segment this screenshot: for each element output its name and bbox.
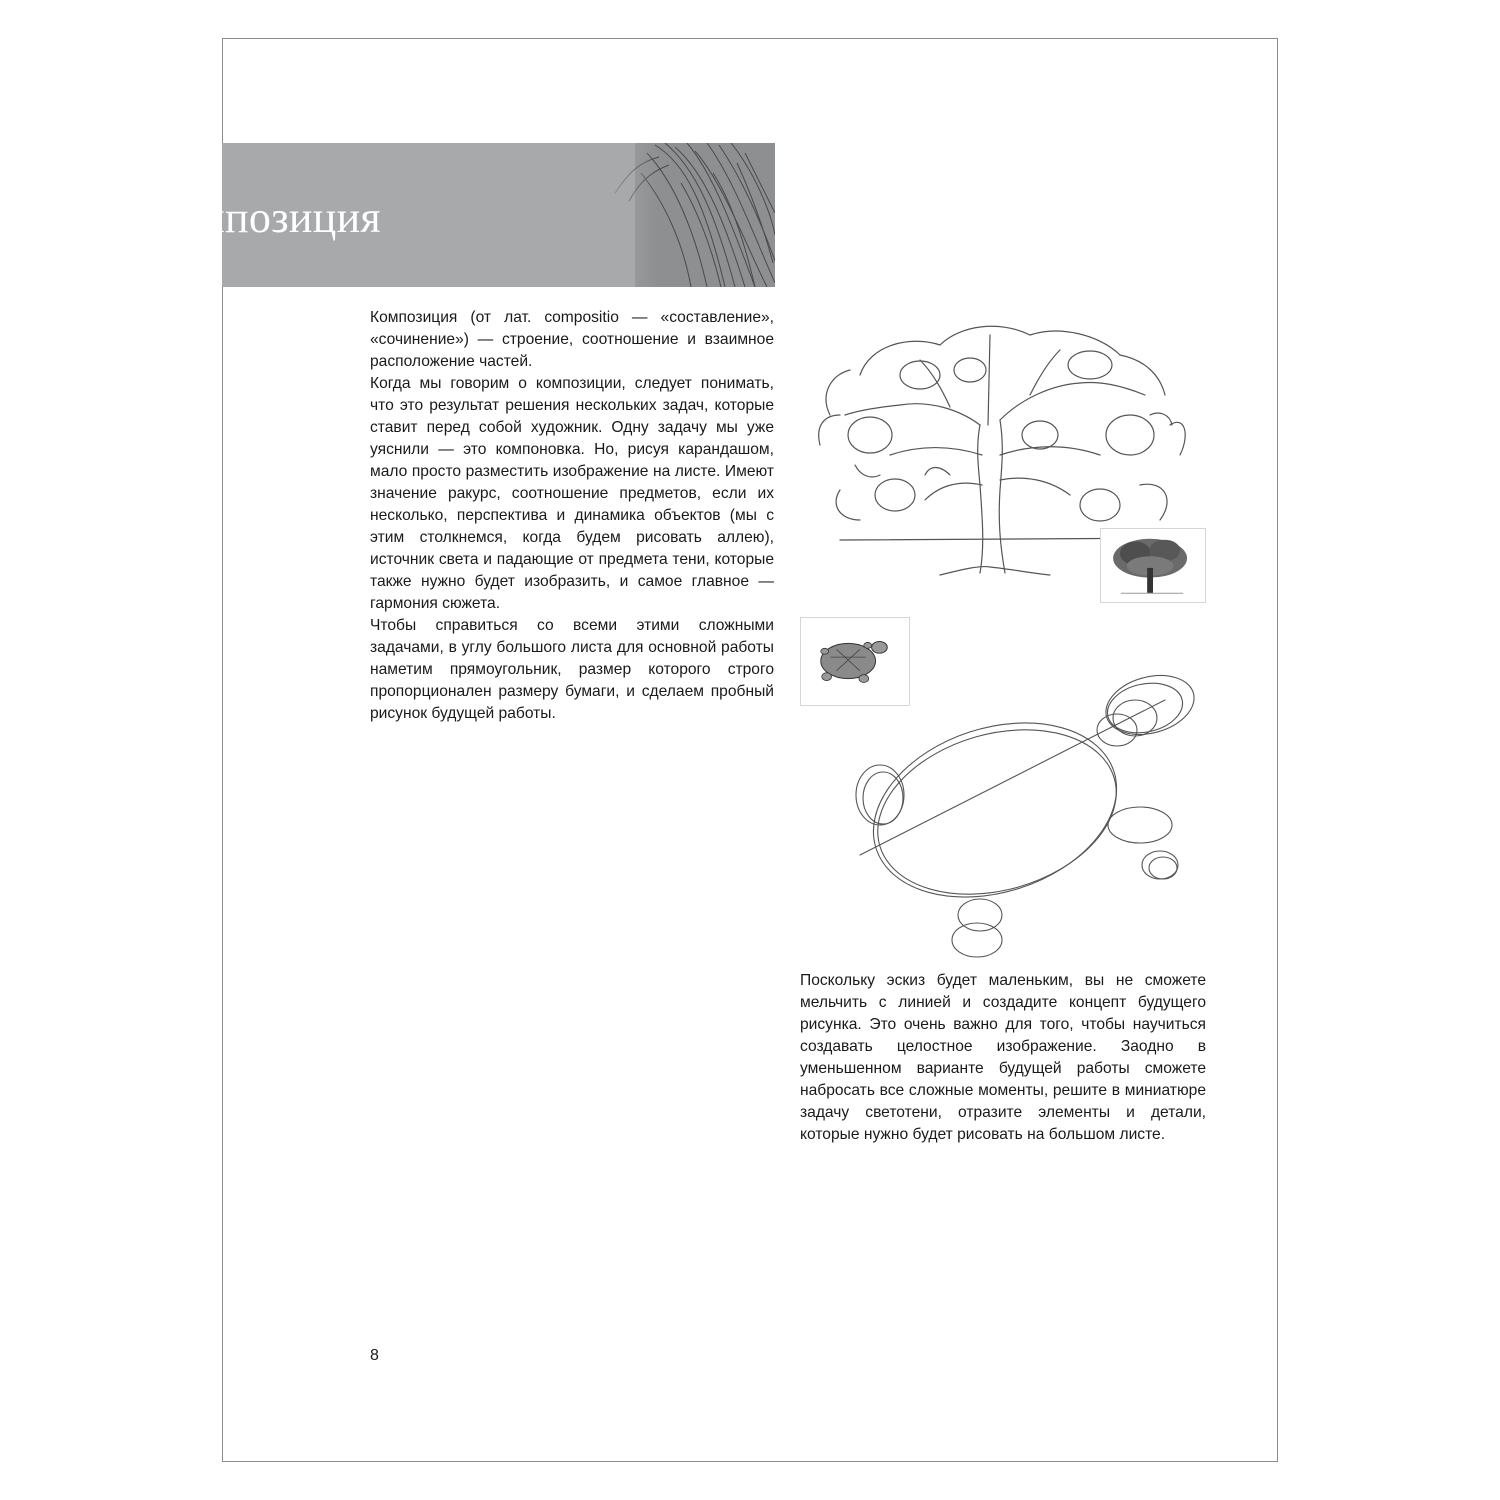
paragraph: Поскольку эскиз будет маленьким, вы не сможете мельчить с линией и создадите концепт будущего рисунка. Это очень важно для того, чтобы научиться создавать целостное изображение. Заодно в уменьшенном варианте будущей работы сможете набросать все сложные моменты, решите в миниатюре задачу светотени, отразите элементы и детали, которые нужно будет рисовать на большом листе. [800,972,1206,1143]
tree-thumbnail-image [1101,529,1205,602]
grass-sketch-icon [595,143,775,287]
right-text-column [800,970,1206,1146]
turtle-construction-sketch [845,660,1235,960]
left-text-column [370,307,774,725]
page-number: 8 [370,1347,379,1364]
tree-thumbnail [1100,528,1206,603]
paragraph: Чтобы справиться со всеми этими сложными задачами, в углу большого листа для основной работы наметим прямоугольник, размер которого строго пропорционален размеру бумаги, и сделаем пробный рисунок будущей работы. [370,617,774,722]
page-title: Композиция [148,193,381,242]
paragraph: Композиция (от лат. compositio — «составление», «сочинение») — строение, соотношение и взаимное расположение частей. [370,309,774,370]
paragraph: Когда мы говорим о композиции, следует понимать, что это результат решения нескольких задач, которые ставит перед собой художник. Одну задачу мы уже уяснили — это компоновка. Но, рисуя карандашом, мало просто разместить изображение на листе. Имеют значение ракурс, соотношение предметов, если их несколько, перспектива и динамика объектов (мы с этим столкнемся, когда будем рисовать аллею), источник света и падающие от предмета тени, которые также нужно будет изобразить, и самое главное — гармония сюжета. [370,375,774,612]
